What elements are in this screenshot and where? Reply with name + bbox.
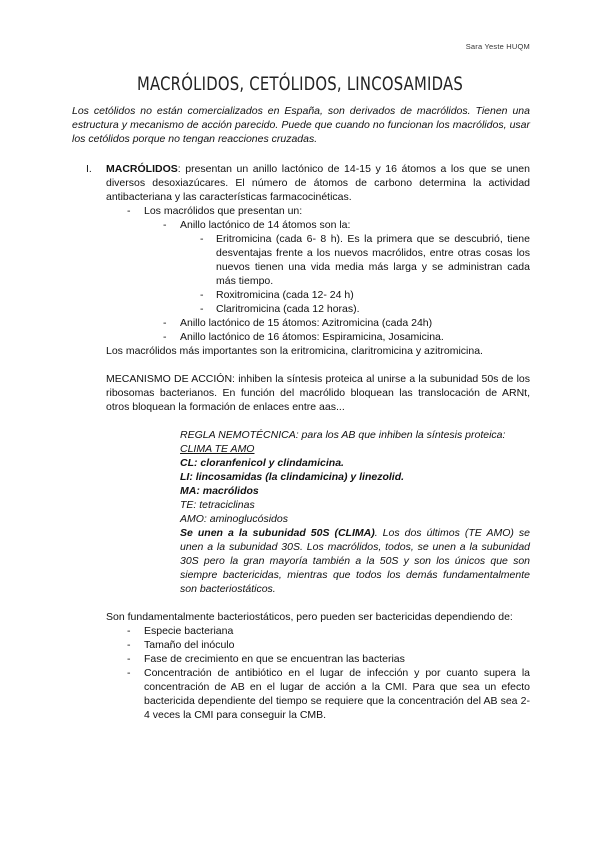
dependency-item: Concentración de antibiótico en el lugar de infección y por cuanto supera la concentración de AB en el lugar de acción a la CMI. Para que sea un efecto bactericida dependiente del tiempo se requiere que la concentración del AB sea 2-4 veces la CMI para conseguir la CMB. xyxy=(144,667,530,721)
list-item xyxy=(72,652,530,666)
list-item xyxy=(72,330,530,344)
list-item xyxy=(72,218,530,232)
section-number: I. xyxy=(86,163,92,175)
bullet-dash: - xyxy=(127,667,131,679)
section-name: MACRÓLIDOS xyxy=(106,163,178,175)
author-name: Sara Yeste HUQM xyxy=(465,42,530,51)
rule-te: TE: tetraciclinas xyxy=(180,499,255,511)
list-item xyxy=(72,232,530,288)
rule-ma: MA: macrólidos xyxy=(180,485,259,497)
rule-binding-bold: Se unen a la subunidad 50S (CLIMA) xyxy=(180,527,375,539)
ring-15-item: Anillo lactónico de 15 átomos: Azitromicina (cada 24h) xyxy=(180,317,433,329)
rule-binding xyxy=(180,526,530,596)
bullet-dash: - xyxy=(163,317,167,329)
dependency-item: Tamaño del inóculo xyxy=(144,639,235,651)
bullet-dash: - xyxy=(127,205,131,217)
bullet-dash: - xyxy=(127,625,131,637)
dependency-item: Fase de crecimiento en que se encuentran las bacterias xyxy=(144,653,405,665)
list-item xyxy=(72,316,530,330)
list-item xyxy=(72,624,530,638)
rule-heading: REGLA NEMOTÉCNICA: para los AB que inhiben la síntesis proteica: xyxy=(180,429,506,441)
claritromicina-item: Claritromicina (cada 12 horas). xyxy=(216,303,360,315)
list-item xyxy=(72,302,530,316)
ring-14-item: Anillo lactónico de 14 átomos son la: xyxy=(180,219,351,231)
important-paragraph: Los macrólidos más importantes son la eritromicina, claritromicina y azitromicina. xyxy=(106,345,483,357)
list-item xyxy=(72,288,530,302)
page-title: MACRÓLIDOS, CETÓLIDOS, LINCOSAMIDAS xyxy=(136,73,464,95)
bullet-dash: - xyxy=(200,289,204,301)
list-intro: Los macrólidos que presentan un: xyxy=(144,205,303,217)
bullet-dash: - xyxy=(127,653,131,665)
ring-16-item: Anillo lactónico de 16 átomos: Espiramicina, Josamicina. xyxy=(180,331,444,343)
section-lead: : presentan un anillo lactónico de 14-15 y 16 átomos a los que se unen diversos desoxiazúcares. El número de átomos de carbono determina la actividad antibacteriana y las características farmacocinéticas. xyxy=(106,163,530,203)
roxitromicina-item: Roxitromicina (cada 12- 24 h) xyxy=(216,289,354,301)
mnemonic-rule xyxy=(72,428,530,596)
list-item xyxy=(72,204,530,218)
intro-paragraph: Los cetólidos no están comercializados en España, son derivados de macrólidos. Tienen una estructura y mecanismo de acción parecido. Puede que cuando no funcionan los macrólidos, usar los cetólidos porque no tengan reacciones cruzadas. xyxy=(72,105,530,145)
dependency-list xyxy=(72,624,530,722)
rule-li: LI: lincosamidas (la clindamicina) y linezolid. xyxy=(180,471,405,483)
rule-binding-rest: . Los dos últimos (TE AMO) se unen a la subunidad 30S. Los macrólidos, todos, se unen a la subunidad 30S pero la gran mayoría también a la 50S y son los únicos que son siempre bactericidas, mientras que todos los demás fundamentalmente son bacteriostáticos. xyxy=(180,527,530,595)
eritromicina-item: Eritromicina (cada 6- 8 h). Es la primera que se descubrió, tiene desventajas frente a los nuevos macrólidos, entre otras cosas los nuevos tienen una vida media más larga y se administran cada más tiempo. xyxy=(216,233,530,287)
section-macrolidos xyxy=(72,162,530,722)
section-heading xyxy=(72,162,530,204)
bullet-dash: - xyxy=(200,303,204,315)
bullet-dash: - xyxy=(127,639,131,651)
rule-amo: AMO: aminoglucósidos xyxy=(180,513,288,525)
bacteriostatic-paragraph: Son fundamentalmente bacteriostáticos, pero pueden ser bactericidas dependiendo de: xyxy=(106,611,513,623)
rule-mnemonic: CLIMA TE AMO xyxy=(180,443,255,455)
rule-cl: CL: cloranfenicol y clindamicina. xyxy=(180,457,344,469)
mechanism-paragraph: MECANISMO DE ACCIÓN: inhiben la síntesis proteica al unirse a la subunidad 50s de los ribosomas bacterianos. En función del macrólido bloquean las translocación de ARNt, otros bloquean la formación de enlaces entre aas... xyxy=(106,373,530,413)
bullet-dash: - xyxy=(163,331,167,343)
dependency-item: Especie bacteriana xyxy=(144,625,234,637)
bullet-dash: - xyxy=(163,219,167,231)
list-item xyxy=(72,638,530,652)
bullet-dash: - xyxy=(200,233,204,245)
list-item xyxy=(72,666,530,722)
